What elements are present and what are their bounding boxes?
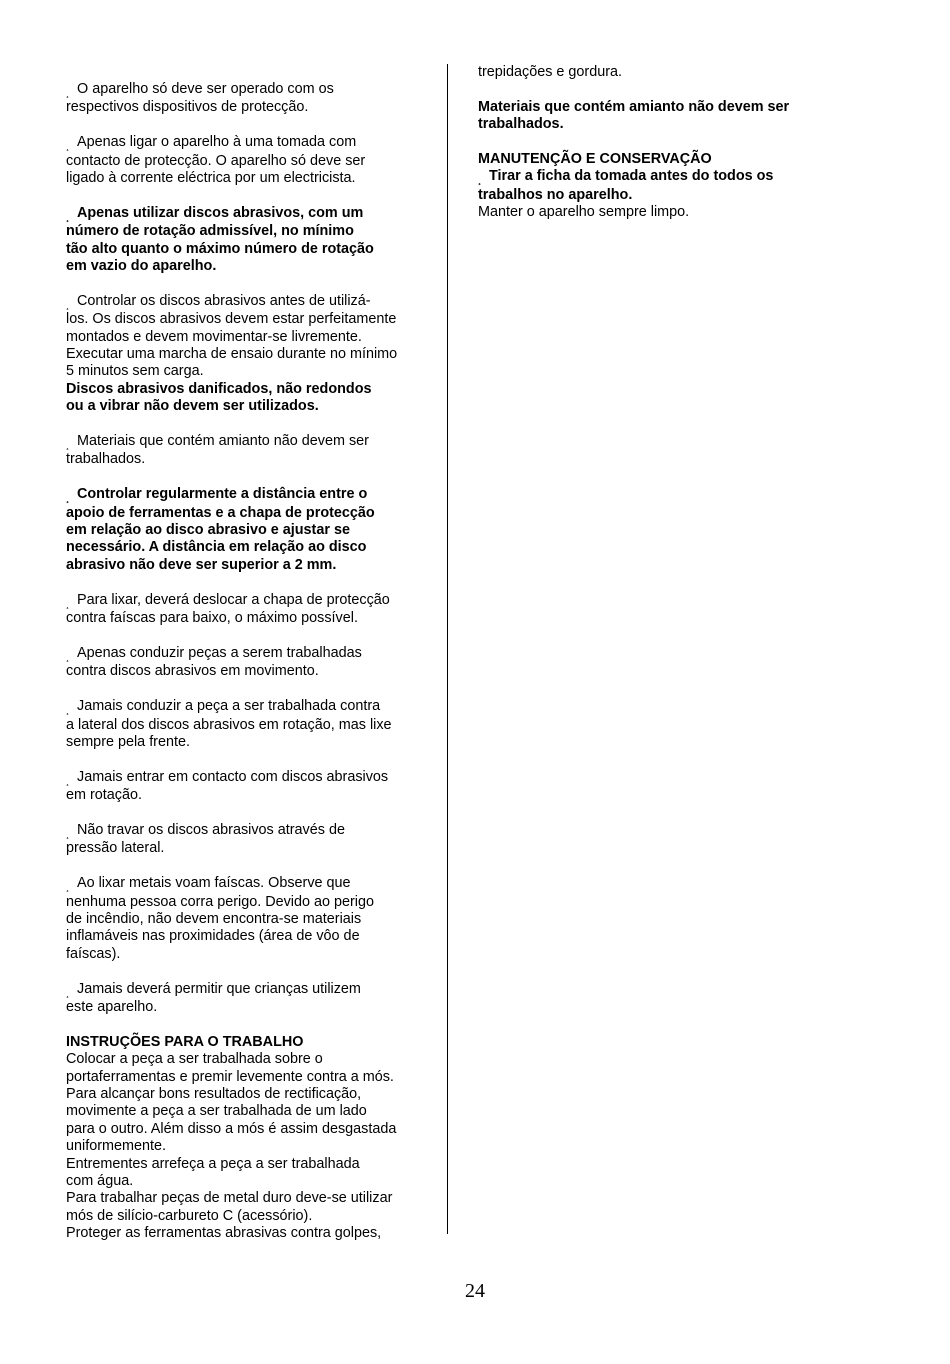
text-line: [66, 1086, 431, 1103]
text-line: [66, 293, 431, 311]
line-text: este aparelho.: [66, 998, 158, 1015]
text-line: [66, 610, 431, 627]
line-text: Colocar a peça a ser trabalhada sobre o: [66, 1051, 323, 1068]
text-line: [66, 734, 431, 751]
text-line: [66, 258, 431, 275]
line-text: montados e devem movimentar-se livremente.: [66, 328, 362, 345]
paragraph: [66, 822, 431, 858]
paragraph: [66, 1051, 431, 1242]
text-line: [66, 1051, 431, 1068]
text-line: [66, 329, 431, 346]
text-line: [66, 645, 431, 663]
text-line: [478, 99, 878, 116]
paragraph: [66, 592, 431, 628]
text-line: [66, 698, 431, 716]
paragraph: [478, 168, 878, 204]
text-line: [66, 1156, 431, 1173]
line-text: tão alto quanto o máximo número de rotação: [66, 240, 374, 257]
line-text: Discos abrasivos danificados, não redondos: [66, 380, 372, 397]
line-text: Apenas utilizar discos abrasivos, com um: [77, 204, 364, 221]
paragraph: [478, 99, 878, 134]
text-line: [66, 981, 431, 999]
paragraph: [66, 433, 431, 469]
bullet-mark: ¸: [66, 775, 70, 787]
bullet-mark: ¸: [66, 987, 70, 999]
line-text: 5 minutos sem carga.: [66, 363, 204, 380]
text-line: [66, 433, 431, 451]
paragraph: [66, 293, 431, 381]
line-text: ligado à corrente eléctrica por um electricista.: [66, 170, 356, 187]
text-line: [66, 1208, 431, 1225]
paragraph: [66, 134, 431, 187]
text-line: [66, 81, 431, 99]
line-text: de incêndio, não devem encontra-se materiais: [66, 910, 362, 927]
text-line: [66, 840, 431, 857]
line-text: inflamáveis nas proximidades (área de vôo de: [66, 928, 360, 945]
line-text: Proteger as ferramentas abrasivas contra golpes,: [66, 1225, 382, 1242]
bullet-mark: ¸: [66, 828, 70, 840]
line-text: Jamais conduzir a peça a ser trabalhada contra: [77, 698, 381, 715]
text-line: [66, 822, 431, 840]
line-text: Entrementes arrefeça a peça a ser trabalhada: [66, 1155, 360, 1172]
line-text: trabalhados.: [66, 451, 146, 468]
paragraph: [66, 981, 431, 1017]
column-divider: [447, 64, 448, 1234]
line-text: ou a vibrar não devem ser utilizados.: [66, 398, 319, 415]
text-line: [478, 204, 878, 221]
paragraph: [66, 769, 431, 805]
line-text: O aparelho só deve ser operado com os: [77, 81, 334, 97]
text-line: [66, 875, 431, 893]
paragraph: [66, 486, 431, 574]
text-line: [66, 1173, 431, 1190]
text-line: [478, 168, 878, 186]
paragraph: [66, 381, 431, 416]
line-text: trepidações e gordura.: [478, 64, 622, 80]
line-text: nenhuma pessoa corra perigo. Devido ao perigo: [66, 893, 374, 910]
line-text: Controlar os discos abrasivos antes de utilizá-: [77, 292, 371, 309]
text-line: [66, 1103, 431, 1120]
bullet-mark: ¸: [478, 175, 482, 187]
bullet-mark: ¸: [66, 882, 70, 894]
line-text: apoio de ferramentas e a chapa de protecção: [66, 504, 375, 521]
text-line: [66, 911, 431, 928]
line-text: contacto de protecção. O aparelho só deve ser: [66, 152, 366, 169]
line-text: Ao lixar metais voam faíscas. Observe que: [77, 875, 351, 892]
paragraph: [66, 1034, 431, 1051]
bullet-mark: ¸: [66, 299, 70, 311]
text-line: [478, 64, 878, 81]
bullet-mark: ¸: [66, 598, 70, 610]
bullet-mark: ¸: [66, 705, 70, 717]
line-text: Materiais que contém amianto não devem ser: [478, 98, 790, 115]
text-line: [66, 1225, 431, 1242]
line-text: portaferramentas e premir levemente contra a mós.: [66, 1068, 394, 1085]
text-line: [66, 787, 431, 804]
text-line: [66, 398, 431, 415]
line-text: Apenas ligar o aparelho à uma tomada com: [77, 134, 357, 151]
line-text: necessário. A distância em relação ao disco: [66, 539, 367, 556]
line-text: sempre pela frente.: [66, 733, 190, 750]
text-line: [66, 717, 431, 734]
text-line: [66, 1069, 431, 1086]
text-line: [66, 99, 431, 116]
text-line: [66, 223, 431, 240]
text-line: [66, 505, 431, 522]
paragraph: [66, 81, 431, 117]
line-text: Jamais entrar em contacto com discos abrasivos: [77, 768, 389, 785]
text-line: [478, 187, 878, 204]
text-line: [66, 663, 431, 680]
text-line: [66, 539, 431, 556]
text-line: [66, 946, 431, 963]
line-text: em relação ao disco abrasivo e ajustar se: [66, 522, 350, 539]
line-text: número de rotação admissível, no mínimo: [66, 223, 354, 240]
line-text: pressão lateral.: [66, 840, 165, 857]
bullet-mark: ¸: [66, 440, 70, 452]
text-line: [66, 346, 431, 363]
bullet-mark: ¸: [66, 88, 70, 99]
line-text: movimente a peça a ser trabalhada de um lado: [66, 1103, 367, 1120]
text-line: [66, 311, 431, 328]
bullet-mark: ¸: [66, 211, 70, 223]
text-line: [66, 170, 431, 187]
line-text: em rotação.: [66, 787, 142, 804]
text-line: [66, 1034, 431, 1051]
paragraph: [66, 205, 431, 276]
line-text: Apenas conduzir peças a serem trabalhadas: [77, 644, 362, 661]
line-text: contra discos abrasivos em movimento.: [66, 663, 319, 680]
line-text: MANUTENÇÃO E CONSERVAÇÃO: [478, 151, 712, 167]
line-text: abrasivo não deve ser superior a 2 mm.: [66, 556, 337, 573]
line-text: Materiais que contém amianto não devem ser: [77, 433, 369, 450]
line-text: Para trabalhar peças de metal duro deve-se utilizar: [66, 1190, 393, 1207]
right-column: [478, 64, 878, 222]
bullet-mark: ¸: [66, 141, 70, 153]
line-text: Para lixar, deverá deslocar a chapa de protecção: [77, 591, 390, 608]
line-text: a lateral dos discos abrasivos em rotação, mas lixe: [66, 716, 392, 733]
text-line: [66, 1190, 431, 1207]
text-line: [66, 928, 431, 945]
text-line: [478, 116, 878, 133]
line-text: trabalhados.: [478, 116, 564, 133]
line-text: Para alcançar bons resultados de rectificação,: [66, 1085, 362, 1102]
line-text: trabalhos no aparelho.: [478, 186, 633, 203]
paragraph: [66, 698, 431, 751]
paragraph: [66, 645, 431, 681]
paragraph: [478, 204, 878, 221]
text-line: [66, 363, 431, 380]
left-column: [66, 81, 431, 1243]
text-line: [66, 451, 431, 468]
line-text: Executar uma marcha de ensaio durante no mínimo: [66, 346, 398, 363]
line-text: para o outro. Além disso a mós é assim desgastada: [66, 1120, 397, 1137]
paragraph: [66, 875, 431, 963]
text-line: [66, 486, 431, 504]
bullet-mark: ¸: [66, 493, 70, 505]
text-line: [66, 134, 431, 152]
line-text: faíscas).: [66, 945, 121, 962]
line-text: INSTRUÇÕES PARA O TRABALHO: [66, 1033, 304, 1050]
text-line: [66, 999, 431, 1016]
paragraph: [478, 151, 878, 168]
text-line: [66, 769, 431, 787]
text-line: [66, 205, 431, 223]
line-text: respectivos dispositivos de protecção.: [66, 99, 309, 116]
line-text: los. Os discos abrasivos devem estar perfeitamente: [66, 311, 397, 328]
text-line: [66, 1121, 431, 1138]
line-text: uniformemente.: [66, 1138, 166, 1155]
line-text: contra faíscas para baixo, o máximo possível.: [66, 610, 358, 627]
text-line: [478, 151, 878, 168]
line-text: Controlar regularmente a distância entre o: [77, 486, 368, 503]
line-text: Jamais deverá permitir que crianças utilizem: [77, 980, 361, 997]
text-line: [66, 153, 431, 170]
text-line: [66, 894, 431, 911]
line-text: mós de silício-carbureto C (acessório).: [66, 1207, 313, 1224]
page-number: 24: [465, 1280, 485, 1302]
text-line: [66, 241, 431, 258]
line-text: Tirar a ficha da tomada antes do todos os: [489, 168, 774, 185]
text-line: [66, 381, 431, 398]
line-text: Não travar os discos abrasivos através de: [77, 821, 345, 838]
line-text: Manter o aparelho sempre limpo.: [478, 204, 690, 221]
line-text: em vazio do aparelho.: [66, 258, 217, 275]
line-text: com água.: [66, 1172, 134, 1189]
text-line: [66, 557, 431, 574]
paragraph: [478, 64, 878, 81]
text-line: [66, 592, 431, 610]
bullet-mark: ¸: [66, 651, 70, 663]
text-line: [66, 1138, 431, 1155]
text-line: [66, 522, 431, 539]
